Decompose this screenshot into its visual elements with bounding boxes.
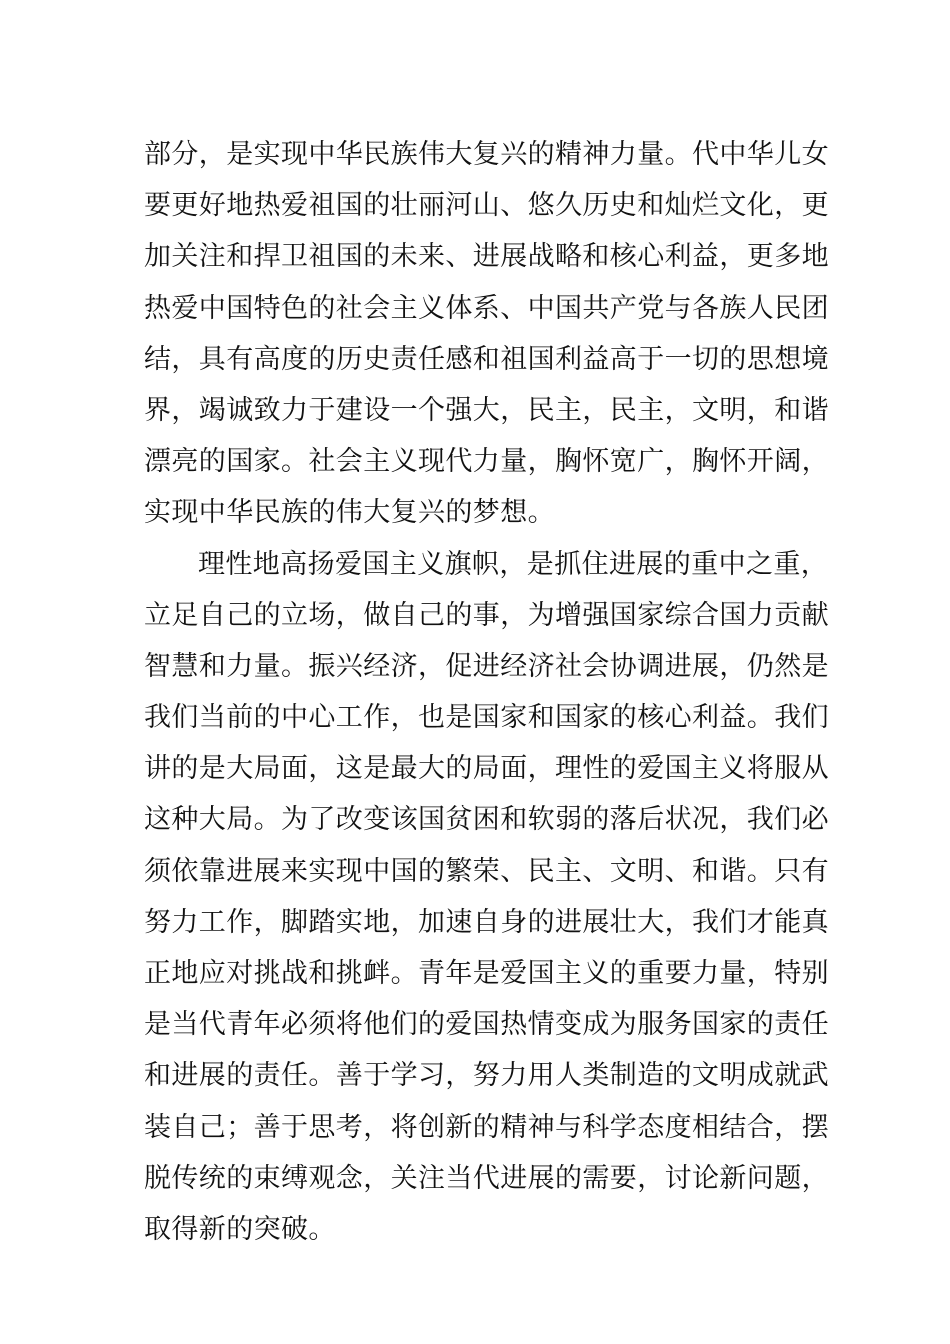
text-line: 部分，是实现中华民族伟大复兴的精神力量。代中华儿女 [144,139,829,170]
text-line: 立足自己的立场，做自己的事，为增强国家综合国力贡献 [144,599,829,631]
text-line: 努力工作，脚踏实地，加速自身的进展壮大，我们才能真 [144,906,829,938]
text-line: 须依靠进展来实现中国的繁荣、民主、文明、和谐。只有 [144,855,829,887]
text-line-indented: 理性地高扬爱国主义旗帜，是抓住进展的重中之重， [198,548,829,580]
text-line: 智慧和力量。振兴经济，促进经济社会协调进展，仍然是 [144,650,829,682]
text-line: 取得新的突破。 [144,1213,336,1245]
text-line: 要更好地热爱祖国的壮丽河山、悠久历史和灿烂文化，更 [144,190,829,222]
paragraph-2 [144,539,829,1256]
text-line: 结，具有高度的历史责任感和祖国利益高于一切的思想境 [144,343,829,375]
text-line: 这种大局。为了改变该国贫困和软弱的落后状况，我们必 [144,804,829,836]
text-line: 和进展的责任。善于学习，努力用人类制造的文明成就武 [144,1060,829,1092]
text-line: 是当代青年必须将他们的爱国热情变成为服务国家的责任 [144,1009,829,1041]
document-body [144,129,829,1255]
text-line: 热爱中国特色的社会主义体系、中国共产党与各族人民团 [144,292,829,324]
text-line: 正地应对挑战和挑衅。青年是爱国主义的重要力量，特别 [144,958,829,989]
text-line: 漂亮的国家。社会主义现代力量，胸怀宽广，胸怀开阔， [144,446,829,478]
text-line: 装自己；善于思考，将创新的精神与科学态度相结合，摆 [144,1111,829,1143]
text-line: 实现中华民族的伟大复兴的梦想。 [144,497,555,529]
paragraph-1 [144,129,829,539]
text-line: 加关注和捍卫祖国的未来、进展战略和核心利益，更多地 [144,241,829,273]
text-line: 界，竭诚致力于建设一个强大，民主，民主，文明，和谐 [144,394,829,426]
text-line: 脱传统的束缚观念，关注当代进展的需要，讨论新问题， [144,1162,829,1194]
text-line: 讲的是大局面，这是最大的局面，理性的爱国主义将服从 [144,753,829,785]
text-line: 我们当前的中心工作，也是国家和国家的核心利益。我们 [144,702,829,734]
